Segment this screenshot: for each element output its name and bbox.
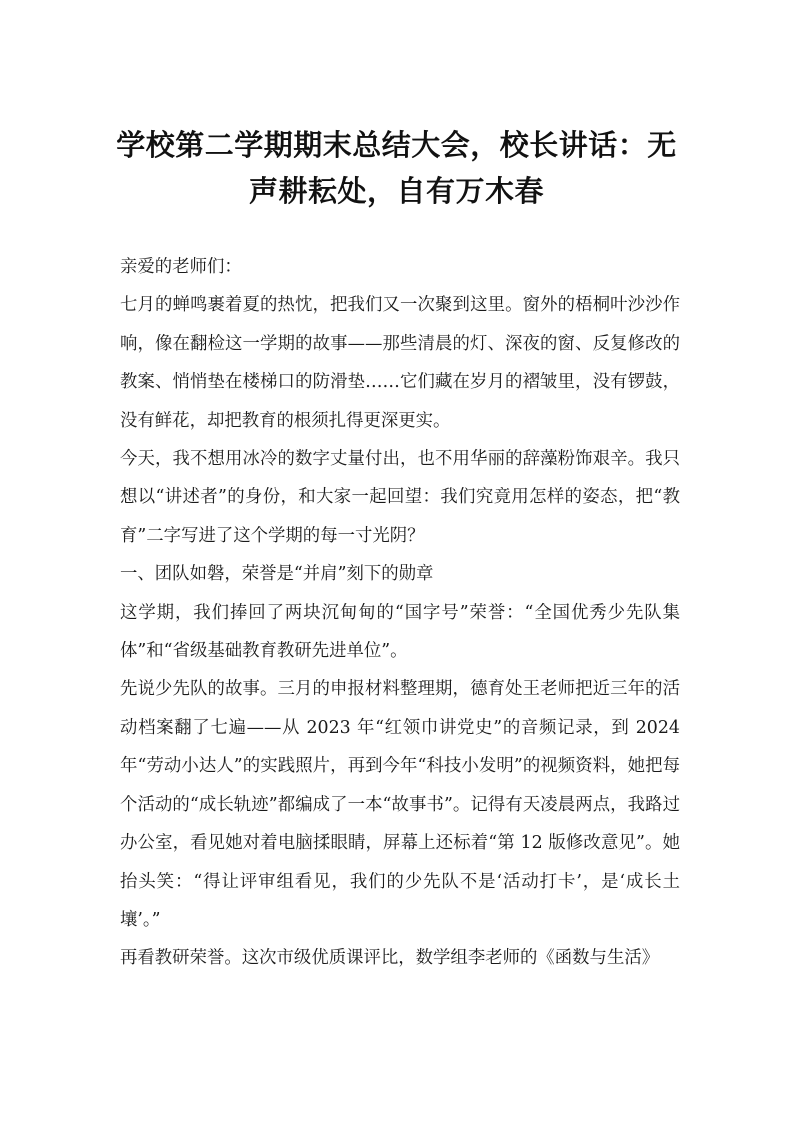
paragraph-intro: 七月的蝉鸣裹着夏的热忱，把我们又一次聚到这里。窗外的梧桐叶沙沙作响，像在翻检这一学期的故事——那些清晨的灯、深夜的窗、反复修改的教案、悄悄垫在楼梯口的防滑垫……它们藏在岁月的褶皱里，没有锣鼓，没有鲜花，却把教育的根须扎得更深更实。: [120, 295, 680, 431]
title-line-2: 声耕耘处，自有万木春: [248, 174, 544, 208]
section-heading-1: 一、团队如磐，荣誉是“并肩”刻下的勋章: [120, 564, 434, 585]
title-line-1: 学校第二学期期末总结大会，校长讲话：无: [116, 128, 677, 162]
paragraph-today: 今天，我不想用冰冷的数字丈量付出，也不用华丽的辞藻粉饰艰辛。我只想以“讲述者”的身份，和大家一起回望：我们究竟用怎样的姿态，把“教育”二字写进了这个学期的每一寸光阴？: [120, 449, 680, 546]
salutation: 亲爱的老师们：: [120, 257, 242, 277]
paragraph-honors: 这学期，我们捧回了两块沉甸甸的“国字号”荣誉：“全国优秀少先队集体”和“省级基础教育教研先进单位”。: [120, 602, 680, 662]
document-title: [100, 122, 693, 214]
document-body: [120, 248, 680, 978]
paragraph-teaching-research: 再看教研荣誉。这次市级优质课评比，数学组李老师的《函数与生活》: [120, 948, 660, 969]
paragraph-pioneers-story: 先说少先队的故事。三月的申报材料整理期，德育处王老师把近三年的活动档案翻了七遍——从 2023 年“红领巾讲党史”的音频记录，到 2024 年“劳动小达人”的实践照片，再到今年“科技小发明”的视频资料，她把每个活动的“成长轨迹”都编成了一本“故事书”。记得有天凌晨两点，我路过办公室，看见她对着电脑揉眼睛，屏幕上还标着“第 12 版修改意见”。她抬头笑：“得让评审组看见，我们的少先队不是‘活动打卡’，是‘成长土壤’。”: [120, 679, 680, 930]
